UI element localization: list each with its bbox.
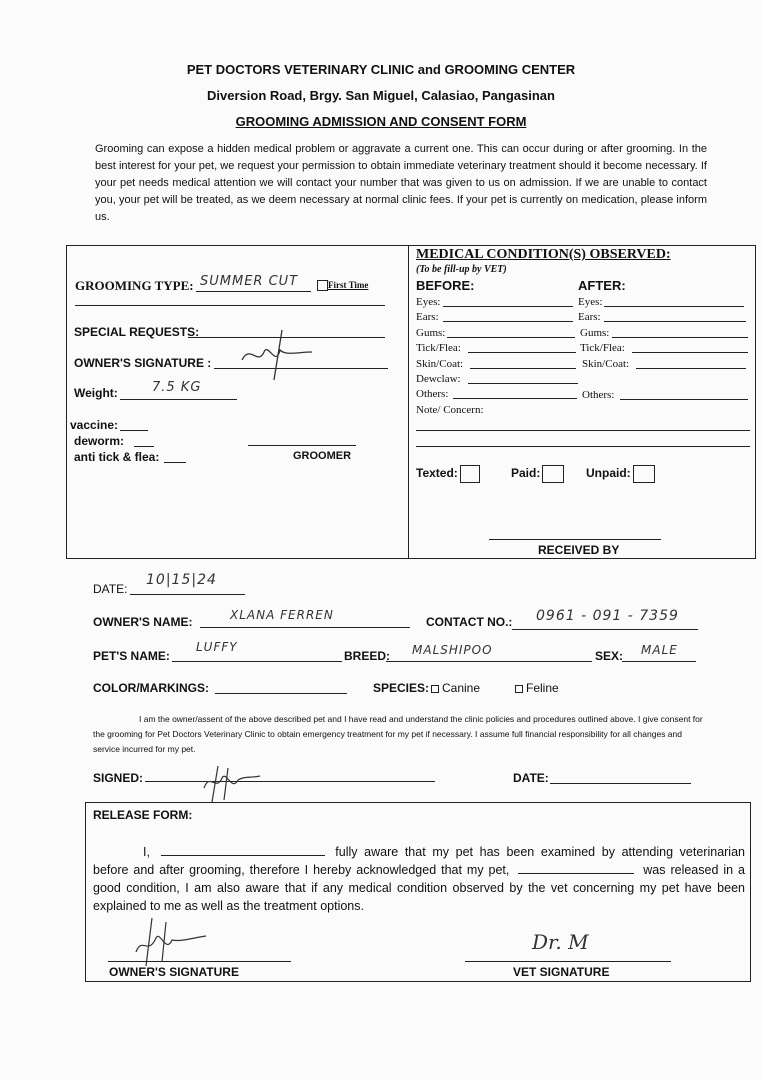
canine-label: Canine [442,681,481,695]
note-concern-label: Note/ Concern: [416,404,484,416]
feline-checkbox[interactable] [515,685,523,693]
note-line-1[interactable] [416,430,750,431]
after-tick-line[interactable] [632,352,748,353]
pet-name-value[interactable]: LUFFY [196,640,238,654]
contact-value[interactable]: 0961 - 091 - 7359 [536,608,679,624]
after-label: AFTER: [578,278,626,293]
release-owner-signature-line[interactable] [108,961,291,962]
owner-name-line [200,627,410,628]
grooming-type-value[interactable]: SUMMER CUT [200,274,299,289]
before-gums-line[interactable] [447,337,575,338]
sex-value[interactable]: MALE [641,643,678,657]
before-eyes-label: Eyes: [416,296,441,308]
vaccine-label: vaccine: [70,418,119,432]
sex-line [622,661,696,662]
note-line-2[interactable] [416,446,750,447]
special-requests-label: SPECIAL REQUESTS: [74,325,200,339]
before-ears-label: Ears: [416,311,439,323]
texted-checkbox[interactable] [460,465,480,483]
before-tick-label: Tick/Flea: [416,342,461,354]
vet-signature-line[interactable] [465,961,671,962]
unpaid-checkbox[interactable] [633,465,655,483]
sex-label: SEX: [595,649,624,663]
color-markings-label: COLOR/MARKINGS: [93,681,209,695]
contact-label: CONTACT NO.: [426,615,513,629]
before-others-line[interactable] [453,398,577,399]
grooming-type-label: GROOMING TYPE: [75,278,194,293]
before-skin-label: Skin/Coat: [416,358,464,370]
release-title: RELEASE FORM: [93,808,193,822]
after-skin-label: Skin/Coat: [582,358,630,370]
before-ears-line[interactable] [443,321,573,322]
after-gums-line[interactable] [612,337,748,338]
date-label: DATE: [93,582,128,596]
paid-checkbox[interactable] [542,465,564,483]
grooming-type-line [196,291,311,292]
paid-label: Paid: [511,466,541,481]
release-paragraph [93,843,745,915]
box-divider [408,245,409,558]
release-owner-name-line[interactable] [161,845,325,856]
first-time-checkbox[interactable] [317,280,328,291]
after-eyes-label: Eyes: [578,296,603,308]
release-owner-signature-scribble [130,912,210,968]
date-line [130,594,245,595]
signed-line[interactable] [145,781,435,782]
anti-tick-label: anti tick & flea: [74,450,160,464]
after-gums-label: Gums: [580,327,610,339]
after-skin-line[interactable] [636,368,746,369]
release-text-2: fully aware that my pet has been examined by attending veterinarian before and after grooming, therefore I hereby acknowledged that my pet, [93,845,745,877]
grooming-type-line-2 [75,305,385,306]
deworm-line[interactable] [134,446,154,447]
species-label: SPECIES: [373,681,430,695]
groomer-label: GROOMER [293,450,352,462]
groomer-line[interactable] [248,445,356,446]
before-others-label: Others: [416,388,449,400]
vet-signature-value: Dr. M [532,930,589,954]
received-by-label: RECEIVED BY [538,543,620,557]
owner-signature-label: OWNER'S SIGNATURE : [74,356,212,370]
release-owner-signature-label: OWNER'S SIGNATURE [109,965,239,979]
contact-line [512,629,698,630]
release-text-3: was released in a good condition, I am also aware that if any medical condition observed by the vet concerning my pet have been explained to me as well as the treatment options. [93,863,745,913]
texted-label: Texted: [416,466,458,481]
color-markings-line[interactable] [215,693,347,694]
weight-value[interactable]: 7.5 KG [152,380,202,395]
signed-label: SIGNED: [93,771,144,785]
after-eyes-line[interactable] [604,306,744,307]
release-text-1: I, [143,845,150,859]
before-dewclaw-label: Dewclaw: [416,373,461,385]
consent-text: I am the owner/assent of the above described pet and I have read and understand the clinic policies and procedures outlined above. I give consent for the grooming for Pet Doctors Veterinary Clinic to obtain emergency treatment for my pet if necessary. I assume full financial responsibility for all changes and service incurred for my pet. [93,714,703,754]
after-others-label: Others: [582,389,615,401]
after-tick-label: Tick/Flea: [580,342,625,354]
pet-name-label: PET'S NAME: [93,649,170,663]
after-others-line[interactable] [620,399,748,400]
weight-label: Weight: [74,386,118,400]
first-time-label: First Time [328,280,369,290]
before-label: BEFORE: [416,278,475,293]
owner-signature-scribble [236,322,316,382]
deworm-label: deworm: [74,434,125,448]
release-pet-name-line[interactable] [518,863,634,874]
canine-checkbox[interactable] [431,685,439,693]
before-gums-label: Gums: [416,327,446,339]
owner-name-label: OWNER'S NAME: [93,615,193,629]
breed-value[interactable]: MALSHIPOO [412,643,493,657]
consent-date-line[interactable] [550,783,691,784]
medical-title: MEDICAL CONDITION(S) OBSERVED: [416,247,671,262]
owner-name-value[interactable]: XLANA FERREN [230,608,334,622]
before-dewclaw-line[interactable] [468,383,578,384]
medical-subtitle: (To be fill-up by VET) [416,264,507,275]
received-by-line[interactable] [489,539,661,540]
unpaid-label: Unpaid: [586,466,631,481]
vet-signature-label: VET SIGNATURE [513,965,610,979]
vaccine-line[interactable] [120,430,148,431]
clinic-address: Diversion Road, Brgy. San Miguel, Calasiao, Pangasinan [207,88,555,103]
feline-label: Feline [526,681,559,695]
date-value[interactable]: 10|15|24 [146,572,217,588]
intro-paragraph: Grooming can expose a hidden medical problem or aggravate a current one. This can occur during or after grooming. In the best interest for your pet, we request your permission to obtain immediate veterinary treatment should it become necessary. If your pet needs medical attention we will contact your number that was given to us on admission. If we are unable to contact you, your pet will be treated, as we deem necessary at normal clinic fees. If your pet is currently on medication, please inform us. [95,143,707,223]
anti-tick-line[interactable] [164,462,186,463]
pet-name-line [172,661,342,662]
before-skin-line[interactable] [470,368,576,369]
after-ears-label: Ears: [578,311,601,323]
breed-label: BREED: [344,649,391,663]
weight-line [120,399,237,400]
before-tick-line[interactable] [468,352,576,353]
before-eyes-line[interactable] [443,306,573,307]
form-title: GROOMING ADMISSION AND CONSENT FORM [235,114,527,129]
clinic-name: PET DOCTORS VETERINARY CLINIC and GROOMING CENTER [186,62,576,77]
signed-signature-scribble [198,762,268,806]
after-ears-line[interactable] [604,321,746,322]
consent-date-label: DATE: [513,771,549,785]
breed-line [386,661,592,662]
